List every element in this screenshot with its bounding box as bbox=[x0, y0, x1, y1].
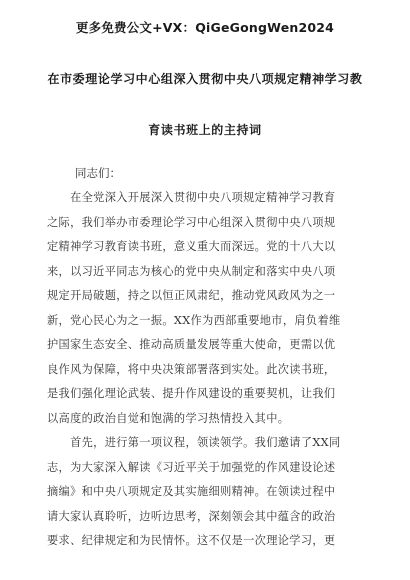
paragraph-line: 新，党心民心为之一振。XX作为西部重要地市，肩负着维 bbox=[47, 313, 341, 327]
paragraph-1 bbox=[47, 186, 365, 431]
paragraph-line: 定精神学习教育读书班，意义重大而深远。党的十八大以 bbox=[47, 240, 336, 253]
promo-header: 更多免费公文+VX：QiGeGongWen2024 bbox=[75, 20, 335, 35]
paragraph-line: 请大家认真聆听，边听边思考，深刻领会其中蕴含的政治 bbox=[47, 509, 336, 523]
paragraph-line: 首先，进行第一项议程，领读领学。我们邀请了XX同 bbox=[47, 436, 341, 449]
document-title-line-1: 在市委理论学习中心组深入贯彻中央八项规定精神学习教 bbox=[47, 72, 363, 86]
paragraph-line: 要求、纪律规定和为民情怀。这不仅是一次理论学习，更 bbox=[47, 534, 336, 547]
paragraph-2 bbox=[47, 431, 365, 554]
paragraph-line: 摘编》和中央八项规定及其实施细则精神。在领读过程中 bbox=[47, 485, 336, 498]
paragraph-line: 之际，我们举办市委理论学习中心组深入贯彻中央八项规 bbox=[47, 215, 336, 229]
paragraph-line: 是我们强化理论武装、提升作风建设的重要契机，让我们 bbox=[47, 387, 336, 400]
document-title-line-2: 育读书班上的主持词 bbox=[148, 123, 262, 137]
paragraph-line: 护国家生态安全、推动高质量发展等重大使命，更需以优 bbox=[47, 338, 336, 351]
salutation: 同志们： bbox=[75, 166, 121, 180]
paragraph-line: 来，以习近平同志为核心的党中央从制定和落实中央八项 bbox=[47, 264, 336, 278]
paragraph-line: 志，为大家深入解读《习近平关于加强党的作风建设论述 bbox=[47, 460, 336, 474]
paragraph-line: 规定开局破题，持之以恒正风肃纪，推动党风政风为之一 bbox=[47, 289, 336, 302]
paragraph-line: 良作风为保障，将中央决策部署落到实处。此次读书班， bbox=[47, 362, 336, 376]
paragraph-line: 在全党深入开展深入贯彻中央八项规定精神学习教育 bbox=[47, 191, 336, 204]
paragraph-line: 以高度的政治自觉和饱满的学习热情投入其中。 bbox=[47, 411, 290, 425]
